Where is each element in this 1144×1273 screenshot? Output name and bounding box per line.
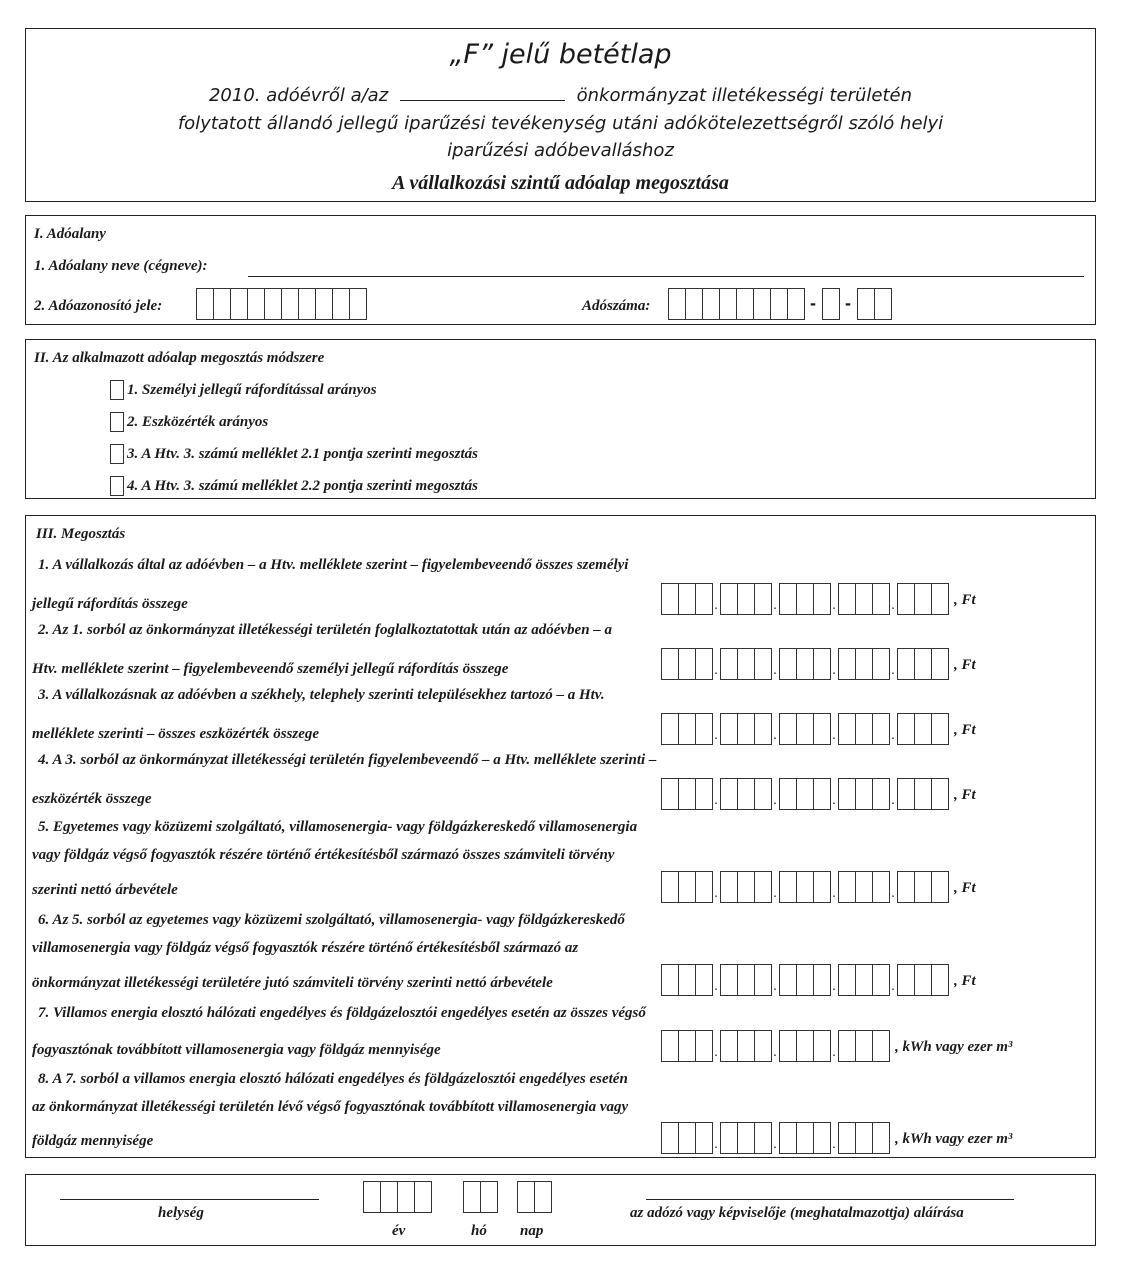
digit-cell[interactable]: [796, 871, 814, 903]
year-cells[interactable]: [363, 1181, 431, 1213]
month-cells[interactable]: [463, 1181, 497, 1213]
thousands-separator: .: [714, 598, 718, 613]
digit-cell[interactable]: [534, 1181, 552, 1213]
digit-cell[interactable]: [872, 583, 890, 615]
thousands-separator: .: [773, 886, 777, 901]
row-8-line-3: földgáz mennyisége: [32, 1133, 154, 1149]
row-7-unit: , kWh vagy ezer m³: [895, 1039, 1013, 1055]
digit-cell[interactable]: [855, 964, 873, 996]
row-4-line-1: 4. A 3. sorból az önkormányzat illetékességi területén figyelembeveendő – a Htv. melléklete szerinti –: [38, 752, 657, 768]
section-taxpayer: [25, 215, 1096, 325]
digit-cell[interactable]: [838, 871, 856, 903]
digit-cell[interactable]: [779, 871, 797, 903]
digit-cell[interactable]: [822, 288, 840, 320]
row-6-line-2: villamosenergia vagy földgáz végső fogyasztók részére történő értékesítésből származó az: [32, 940, 579, 956]
digit-cell[interactable]: [480, 1181, 498, 1213]
row-5-amount-cells[interactable]: [661, 871, 976, 903]
digit-cell[interactable]: [349, 288, 367, 320]
thousands-separator: .: [832, 1045, 836, 1060]
digit-cell[interactable]: [779, 713, 797, 745]
place-label: helység: [158, 1205, 204, 1221]
digit-cell[interactable]: [754, 713, 772, 745]
row-3-line-1: 3. A vállalkozásnak az adóévben a székhely, telephely szerinti településekhez tartozó – a Htv.: [38, 687, 605, 703]
digit-cell[interactable]: [779, 648, 797, 680]
digit-cell[interactable]: [463, 1181, 481, 1213]
digit-cell[interactable]: [695, 648, 713, 680]
digit-cell[interactable]: [813, 871, 831, 903]
digit-cell[interactable]: [770, 288, 788, 320]
row-4-amount-cells[interactable]: [661, 778, 976, 810]
method-option-1: 1. Személyi jellegű ráfordítással arányos: [127, 382, 377, 398]
thousands-separator: .: [773, 1137, 777, 1152]
digit-cell[interactable]: [397, 1181, 415, 1213]
section-1-title: I. Adóalany: [34, 226, 106, 242]
digit-cell[interactable]: [796, 964, 814, 996]
digit-cell[interactable]: [855, 778, 873, 810]
digit-cell[interactable]: [897, 713, 915, 745]
digit-cell[interactable]: [813, 713, 831, 745]
row-7-line-2: fogyasztónak továbbított villamosenergia vagy földgáz mennyisége: [32, 1042, 441, 1058]
digit-cell[interactable]: [931, 964, 949, 996]
digit-cell[interactable]: [796, 778, 814, 810]
digit-cell[interactable]: [737, 583, 755, 615]
section-2-title: II. Az alkalmazott adóalap megosztás módszere: [34, 350, 325, 366]
digit-cell[interactable]: [695, 1030, 713, 1062]
digit-cell[interactable]: [754, 964, 772, 996]
row-6-line-3: önkormányzat illetékességi területére jutó számviteli törvény szerinti nettó árbevétele: [32, 975, 553, 991]
digit-cell[interactable]: [779, 778, 797, 810]
thousands-separator: .: [773, 793, 777, 808]
signature-label: az adózó vagy képviselője (meghatalmazottja) aláírása: [630, 1205, 964, 1221]
row-8-line-2: az önkormányzat illetékességi területén lévő végső fogyasztónak továbbított villamosenergia vagy: [32, 1099, 629, 1115]
row-2-unit: , Ft: [954, 657, 976, 673]
digit-cell[interactable]: [838, 1122, 856, 1154]
thousands-separator: .: [773, 1045, 777, 1060]
digit-cell[interactable]: [661, 583, 679, 615]
digit-cell[interactable]: [813, 583, 831, 615]
digit-cell[interactable]: [813, 1030, 831, 1062]
digit-cell[interactable]: [931, 713, 949, 745]
row-1-unit: , Ft: [954, 592, 976, 608]
place-field[interactable]: [60, 1199, 319, 1200]
digit-cell[interactable]: [661, 713, 679, 745]
header-line-3: iparűzési adóbevalláshoz: [447, 140, 674, 161]
digit-cell[interactable]: [695, 778, 713, 810]
digit-cell[interactable]: [247, 288, 265, 320]
digit-cell[interactable]: [661, 1122, 679, 1154]
digit-cell[interactable]: [720, 778, 738, 810]
header-line-2: folytatott állandó jellegű iparűzési tevékenység utáni adókötelezettségről szóló helyi: [177, 113, 944, 134]
tax-number-cells[interactable]: [668, 288, 891, 320]
digit-cell[interactable]: [754, 871, 772, 903]
digit-cell[interactable]: [737, 648, 755, 680]
digit-cell[interactable]: [855, 583, 873, 615]
digit-cell[interactable]: [720, 648, 738, 680]
digit-cell[interactable]: [363, 1181, 381, 1213]
method-checkbox-4[interactable]: [110, 476, 124, 496]
header-box: [25, 28, 1096, 202]
thousands-separator: .: [773, 728, 777, 743]
digit-cell[interactable]: [796, 648, 814, 680]
digit-cell[interactable]: [779, 583, 797, 615]
digit-cell[interactable]: [787, 288, 805, 320]
digit-cell[interactable]: [914, 964, 932, 996]
row-5-line-3: szerinti nettó árbevétele: [32, 882, 178, 898]
row-3-line-2: melléklete szerinti – összes eszközérték összege: [32, 726, 320, 742]
digit-cell[interactable]: [914, 713, 932, 745]
row-1-amount-cells[interactable]: [661, 583, 976, 615]
digit-cell[interactable]: [720, 713, 738, 745]
digit-cell[interactable]: [872, 871, 890, 903]
digit-cell[interactable]: [720, 871, 738, 903]
digit-cell[interactable]: [838, 964, 856, 996]
form-title: „F” jelű betétlap: [449, 39, 672, 70]
digit-cell[interactable]: [796, 1122, 814, 1154]
digit-cell[interactable]: [855, 713, 873, 745]
thousands-separator: .: [891, 979, 895, 994]
thousands-separator: .: [714, 793, 718, 808]
thousands-separator: .: [714, 663, 718, 678]
row-7-amount-cells[interactable]: [661, 1030, 1012, 1062]
digit-cell[interactable]: [838, 1030, 856, 1062]
digit-cell[interactable]: [737, 1122, 755, 1154]
digit-cell[interactable]: [661, 871, 679, 903]
digit-cell[interactable]: [720, 1122, 738, 1154]
digit-cell[interactable]: [661, 1030, 679, 1062]
row-4-line-2: eszközérték összege: [32, 791, 152, 807]
method-checkbox-1[interactable]: [110, 380, 124, 400]
digit-cell[interactable]: [931, 648, 949, 680]
digit-cell[interactable]: [855, 648, 873, 680]
digit-cell[interactable]: [678, 1122, 696, 1154]
day-label: nap: [520, 1223, 544, 1239]
section-method: [25, 339, 1096, 499]
digit-cell[interactable]: [661, 964, 679, 996]
digit-cell[interactable]: [678, 871, 696, 903]
digit-cell[interactable]: [695, 713, 713, 745]
digit-cell[interactable]: [914, 871, 932, 903]
thousands-separator: .: [832, 728, 836, 743]
digit-cell[interactable]: [872, 713, 890, 745]
digit-cell[interactable]: [737, 964, 755, 996]
digit-cell[interactable]: [695, 583, 713, 615]
digit-cell[interactable]: [897, 583, 915, 615]
tax-id-cells[interactable]: [196, 288, 366, 320]
method-checkbox-2[interactable]: [110, 412, 124, 432]
digit-cell[interactable]: [196, 288, 214, 320]
thousands-separator: .: [832, 598, 836, 613]
thousands-separator: .: [891, 728, 895, 743]
digit-cell[interactable]: [838, 583, 856, 615]
taxpayer-name-label: 1. Adóalany neve (cégneve):: [34, 258, 208, 274]
digit-cell[interactable]: [230, 288, 248, 320]
digit-cell[interactable]: [838, 778, 856, 810]
row-8-unit: , kWh vagy ezer m³: [895, 1131, 1013, 1147]
header-line-1-prefix: 2010. adóévről a/az: [208, 85, 389, 106]
digit-cell[interactable]: [931, 871, 949, 903]
digit-cell[interactable]: [737, 713, 755, 745]
digit-cell[interactable]: [720, 1030, 738, 1062]
digit-cell[interactable]: [702, 288, 720, 320]
digit-cell[interactable]: [779, 964, 797, 996]
digit-cell[interactable]: [695, 871, 713, 903]
thousands-separator: .: [832, 793, 836, 808]
row-5-line-1: 5. Egyetemes vagy közüzemi szolgáltató, villamosenergia- vagy földgázkereskedő villamosenergia: [38, 819, 638, 835]
row-7-line-1: 7. Villamos energia elosztó hálózati engedélyes és földgázelosztói engedélyes esetén az összes végső: [38, 1005, 646, 1021]
tax-number-dash-2: -: [845, 293, 851, 313]
digit-cell[interactable]: [661, 778, 679, 810]
digit-cell[interactable]: [661, 648, 679, 680]
section-3-title: III. Megosztás: [36, 526, 126, 542]
thousands-separator: .: [891, 886, 895, 901]
digit-cell[interactable]: [695, 1122, 713, 1154]
month-label: hó: [471, 1223, 487, 1239]
digit-cell[interactable]: [897, 964, 915, 996]
digit-cell[interactable]: [678, 713, 696, 745]
thousands-separator: .: [714, 1137, 718, 1152]
digit-cell[interactable]: [897, 871, 915, 903]
thousands-separator: .: [832, 1137, 836, 1152]
row-6-amount-cells[interactable]: [661, 964, 976, 996]
digit-cell[interactable]: [914, 583, 932, 615]
row-1-line-2: jellegű ráfordítás összege: [32, 596, 188, 612]
digit-cell[interactable]: [719, 288, 737, 320]
digit-cell[interactable]: [779, 1030, 797, 1062]
digit-cell[interactable]: [668, 288, 686, 320]
method-option-2: 2. Eszközérték arányos: [127, 414, 269, 430]
header-line-1: [26, 85, 1095, 106]
row-3-amount-cells[interactable]: [661, 713, 976, 745]
digit-cell[interactable]: [213, 288, 231, 320]
thousands-separator: .: [891, 793, 895, 808]
thousands-separator: .: [714, 886, 718, 901]
thousands-separator: .: [832, 979, 836, 994]
digit-cell[interactable]: [855, 1122, 873, 1154]
digit-cell[interactable]: [754, 778, 772, 810]
digit-cell[interactable]: [754, 1122, 772, 1154]
digit-cell[interactable]: [857, 288, 875, 320]
digit-cell[interactable]: [678, 1030, 696, 1062]
row-8-amount-cells[interactable]: [661, 1122, 1012, 1154]
digit-cell[interactable]: [796, 1030, 814, 1062]
thousands-separator: .: [891, 663, 895, 678]
digit-cell[interactable]: [298, 288, 316, 320]
tax-number-dash-1: -: [810, 293, 816, 313]
digit-cell[interactable]: [779, 1122, 797, 1154]
digit-cell[interactable]: [872, 1122, 890, 1154]
day-cells[interactable]: [517, 1181, 551, 1213]
digit-cell[interactable]: [754, 648, 772, 680]
row-2-line-2: Htv. melléklete szerint – figyelembeveendő személyi jellegű ráfordítás összege: [32, 661, 509, 677]
digit-cell[interactable]: [414, 1181, 432, 1213]
digit-cell[interactable]: [872, 1030, 890, 1062]
tax-number-label: Adószáma:: [582, 298, 651, 314]
digit-cell[interactable]: [914, 778, 932, 810]
tax-id-label: 2. Adóazonosító jele:: [34, 298, 163, 314]
digit-cell[interactable]: [678, 964, 696, 996]
digit-cell[interactable]: [838, 713, 856, 745]
digit-cell[interactable]: [813, 964, 831, 996]
digit-cell[interactable]: [753, 288, 771, 320]
method-option-4: 4. A Htv. 3. számú melléklet 2.2 pontja szerinti megosztás: [127, 478, 478, 494]
form-subtitle: A vállalkozási szintű adóalap megosztása: [392, 172, 729, 194]
digit-cell[interactable]: [897, 778, 915, 810]
municipality-field[interactable]: [400, 86, 565, 101]
digit-cell[interactable]: [813, 648, 831, 680]
digit-cell[interactable]: [737, 778, 755, 810]
digit-cell[interactable]: [678, 583, 696, 615]
thousands-separator: .: [714, 1045, 718, 1060]
digit-cell[interactable]: [796, 713, 814, 745]
thousands-separator: .: [832, 663, 836, 678]
row-6-line-1: 6. Az 5. sorból az egyetemes vagy közüzemi szolgáltató, villamosenergia- vagy földgázkereskedő: [38, 912, 625, 928]
year-label: év: [392, 1223, 406, 1239]
digit-cell[interactable]: [315, 288, 333, 320]
digit-cell[interactable]: [855, 1030, 873, 1062]
digit-cell[interactable]: [685, 288, 703, 320]
digit-cell[interactable]: [931, 778, 949, 810]
digit-cell[interactable]: [332, 288, 350, 320]
digit-cell[interactable]: [754, 1030, 772, 1062]
taxpayer-name-field[interactable]: [248, 276, 1084, 277]
digit-cell[interactable]: [872, 648, 890, 680]
digit-cell[interactable]: [838, 648, 856, 680]
row-6-unit: , Ft: [954, 973, 976, 989]
digit-cell[interactable]: [678, 648, 696, 680]
digit-cell[interactable]: [872, 778, 890, 810]
digit-cell[interactable]: [754, 583, 772, 615]
digit-cell[interactable]: [737, 1030, 755, 1062]
thousands-separator: .: [773, 979, 777, 994]
digit-cell[interactable]: [517, 1181, 535, 1213]
digit-cell[interactable]: [872, 964, 890, 996]
digit-cell[interactable]: [897, 648, 915, 680]
header-line-1-suffix: önkormányzat illetékességi területén: [576, 85, 912, 106]
thousands-separator: .: [891, 598, 895, 613]
digit-cell[interactable]: [874, 288, 892, 320]
row-2-amount-cells[interactable]: [661, 648, 976, 680]
thousands-separator: .: [773, 663, 777, 678]
section-allocation: [25, 515, 1096, 1158]
thousands-separator: .: [773, 598, 777, 613]
method-option-3: 3. A Htv. 3. számú melléklet 2.1 pontja szerinti megosztás: [127, 446, 478, 462]
row-5-unit: , Ft: [954, 880, 976, 896]
thousands-separator: .: [714, 979, 718, 994]
row-2-line-1: 2. Az 1. sorból az önkormányzat illetékességi területén foglalkoztatottak után az adóévben – a: [38, 622, 613, 638]
digit-cell[interactable]: [380, 1181, 398, 1213]
thousands-separator: .: [832, 886, 836, 901]
thousands-separator: .: [714, 728, 718, 743]
row-4-unit: , Ft: [954, 787, 976, 803]
row-1-line-1: 1. A vállalkozás által az adóévben – a Htv. melléklete szerint – figyelembeveendő összes személyi: [38, 557, 629, 573]
digit-cell[interactable]: [720, 964, 738, 996]
digit-cell[interactable]: [813, 778, 831, 810]
digit-cell[interactable]: [737, 871, 755, 903]
digit-cell[interactable]: [813, 1122, 831, 1154]
digit-cell[interactable]: [931, 583, 949, 615]
row-8-line-1: 8. A 7. sorból a villamos energia elosztó hálózati engedélyes és földgázelosztói engedélyes esetén: [38, 1071, 628, 1087]
row-5-line-2: vagy földgáz végső fogyasztók részére történő értékesítésből származó összes számviteli törvény: [32, 847, 615, 863]
digit-cell[interactable]: [264, 288, 282, 320]
signature-box: [25, 1174, 1096, 1246]
digit-cell[interactable]: [678, 778, 696, 810]
digit-cell[interactable]: [695, 964, 713, 996]
method-checkbox-3[interactable]: [110, 444, 124, 464]
digit-cell[interactable]: [914, 648, 932, 680]
digit-cell[interactable]: [855, 871, 873, 903]
digit-cell[interactable]: [796, 583, 814, 615]
digit-cell[interactable]: [720, 583, 738, 615]
signature-field[interactable]: [646, 1199, 1014, 1200]
digit-cell[interactable]: [281, 288, 299, 320]
row-3-unit: , Ft: [954, 722, 976, 738]
digit-cell[interactable]: [736, 288, 754, 320]
